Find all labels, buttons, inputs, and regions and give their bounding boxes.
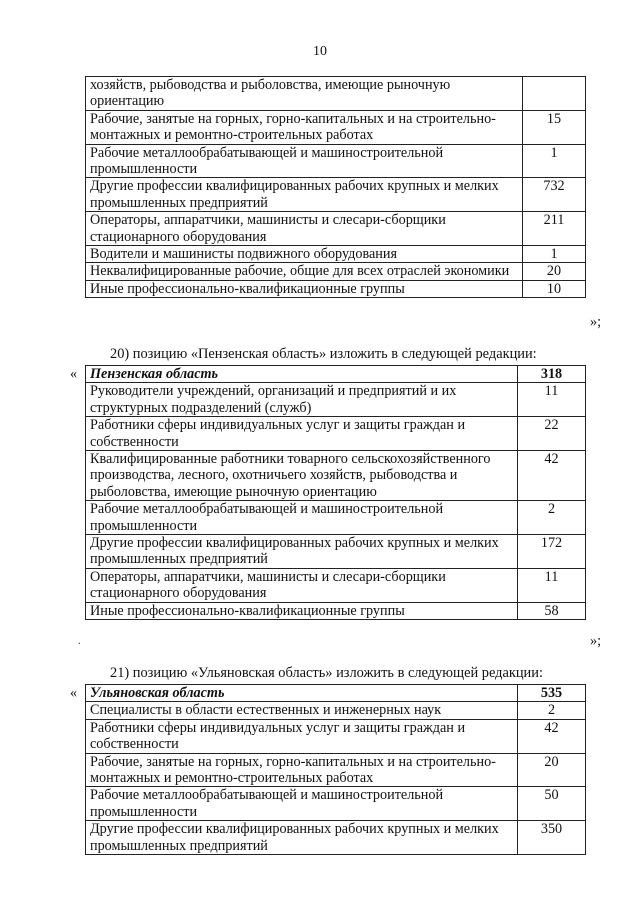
- section20-intro: 20) позицию «Пензенская область» изложить в следующей редакции:: [110, 346, 537, 362]
- row-value: 1: [523, 144, 586, 178]
- row-label: Другие профессии квалифицированных рабочих крупных и мелких промышленных предприятий: [86, 821, 518, 855]
- table-row: [86, 246, 586, 263]
- table-header-row: [86, 685, 586, 702]
- row-label: хозяйств, рыбоводства и рыболовства, имеющие рыночную ориентацию: [86, 77, 523, 111]
- row-value: 20: [523, 263, 586, 280]
- table-row: [86, 77, 586, 111]
- row-label: Работники сферы индивидуальных услуг и защиты граждан и собственности: [86, 719, 518, 753]
- opening-quote-section21: «: [70, 685, 78, 701]
- row-label: Работники сферы индивидуальных услуг и защиты граждан и собственности: [86, 417, 518, 451]
- row-value: 1: [523, 246, 586, 263]
- row-value: 42: [518, 451, 586, 501]
- row-value: 10: [523, 280, 586, 297]
- row-value: 42: [518, 719, 586, 753]
- table-row: [86, 212, 586, 246]
- table-row: [86, 753, 586, 787]
- row-value: 11: [518, 568, 586, 602]
- region-name: Пензенская область: [86, 366, 518, 383]
- row-value: 58: [518, 602, 586, 619]
- row-label: Рабочие, занятые на горных, горно-капитальных и на строительно-монтажных и ремонтно-строительных работах: [86, 753, 518, 787]
- row-label: Операторы, аппаратчики, машинисты и слесари-сборщики стационарного оборудования: [86, 212, 523, 246]
- table-row: [86, 280, 586, 297]
- table-ulyanovsk: [85, 684, 586, 855]
- table-row: [86, 501, 586, 535]
- table-row: [86, 383, 586, 417]
- table-penza: [85, 365, 586, 620]
- table-row: [86, 451, 586, 501]
- table-row: [86, 568, 586, 602]
- row-value: 15: [523, 110, 586, 144]
- row-value: 172: [518, 535, 586, 569]
- row-value: [523, 77, 586, 111]
- row-value: 2: [518, 501, 586, 535]
- table-row: [86, 602, 586, 619]
- table-row: [86, 144, 586, 178]
- closing-quote-section20: »;: [590, 633, 602, 649]
- table-row: [86, 719, 586, 753]
- row-label: Рабочие, занятые на горных, горно-капитальных и на строительно-монтажных и ремонтно-строительных работах: [86, 110, 523, 144]
- row-label: Рабочие металлообрабатывающей и машиностроительной промышленности: [86, 144, 523, 178]
- section21-intro: 21) позицию «Ульяновская область» изложить в следующей редакции:: [110, 665, 543, 681]
- table-row: [86, 178, 586, 212]
- table-header-row: [86, 366, 586, 383]
- row-label: Другие профессии квалифицированных рабочих крупных и мелких промышленных предприятий: [86, 535, 518, 569]
- row-label: Неквалифицированные рабочие, общие для всех отраслей экономики: [86, 263, 523, 280]
- region-total: 535: [518, 685, 586, 702]
- table-row: [86, 702, 586, 719]
- row-value: 11: [518, 383, 586, 417]
- opening-quote-section20: «: [70, 366, 78, 382]
- row-value: 50: [518, 787, 586, 821]
- row-label: Иные профессионально-квалификационные группы: [86, 602, 518, 619]
- table-row: [86, 417, 586, 451]
- row-label: Квалифицированные работники товарного сельскохозяйственного производства, лесного, охотничьего хозяйств, рыбоводства и рыболовства, имеющие рыночную ориентацию: [86, 451, 518, 501]
- table-continued: [85, 76, 586, 298]
- row-label: Специалисты в области естественных и инженерных наук: [86, 702, 518, 719]
- row-value: 350: [518, 821, 586, 855]
- table-row: [86, 821, 586, 855]
- region-total: 318: [518, 366, 586, 383]
- row-value: 22: [518, 417, 586, 451]
- stray-dot: .: [78, 636, 81, 647]
- row-label: Водители и машинисты подвижного оборудования: [86, 246, 523, 263]
- row-label: Другие профессии квалифицированных рабочих крупных и мелких промышленных предприятий: [86, 178, 523, 212]
- closing-quote-table1: »;: [590, 314, 602, 330]
- table-row: [86, 535, 586, 569]
- row-value: 2: [518, 702, 586, 719]
- row-label: Операторы, аппаратчики, машинисты и слесари-сборщики стационарного оборудования: [86, 568, 518, 602]
- table-row: [86, 263, 586, 280]
- row-value: 20: [518, 753, 586, 787]
- row-value: 732: [523, 178, 586, 212]
- row-label: Рабочие металлообрабатывающей и машиностроительной промышленности: [86, 787, 518, 821]
- table-row: [86, 787, 586, 821]
- page-number: 10: [313, 44, 327, 59]
- table-row: [86, 110, 586, 144]
- row-label: Руководители учреждений, организаций и предприятий и их структурных подразделений (служб): [86, 383, 518, 417]
- region-name: Ульяновская область: [86, 685, 518, 702]
- row-value: 211: [523, 212, 586, 246]
- row-label: Рабочие металлообрабатывающей и машиностроительной промышленности: [86, 501, 518, 535]
- row-label: Иные профессионально-квалификационные группы: [86, 280, 523, 297]
